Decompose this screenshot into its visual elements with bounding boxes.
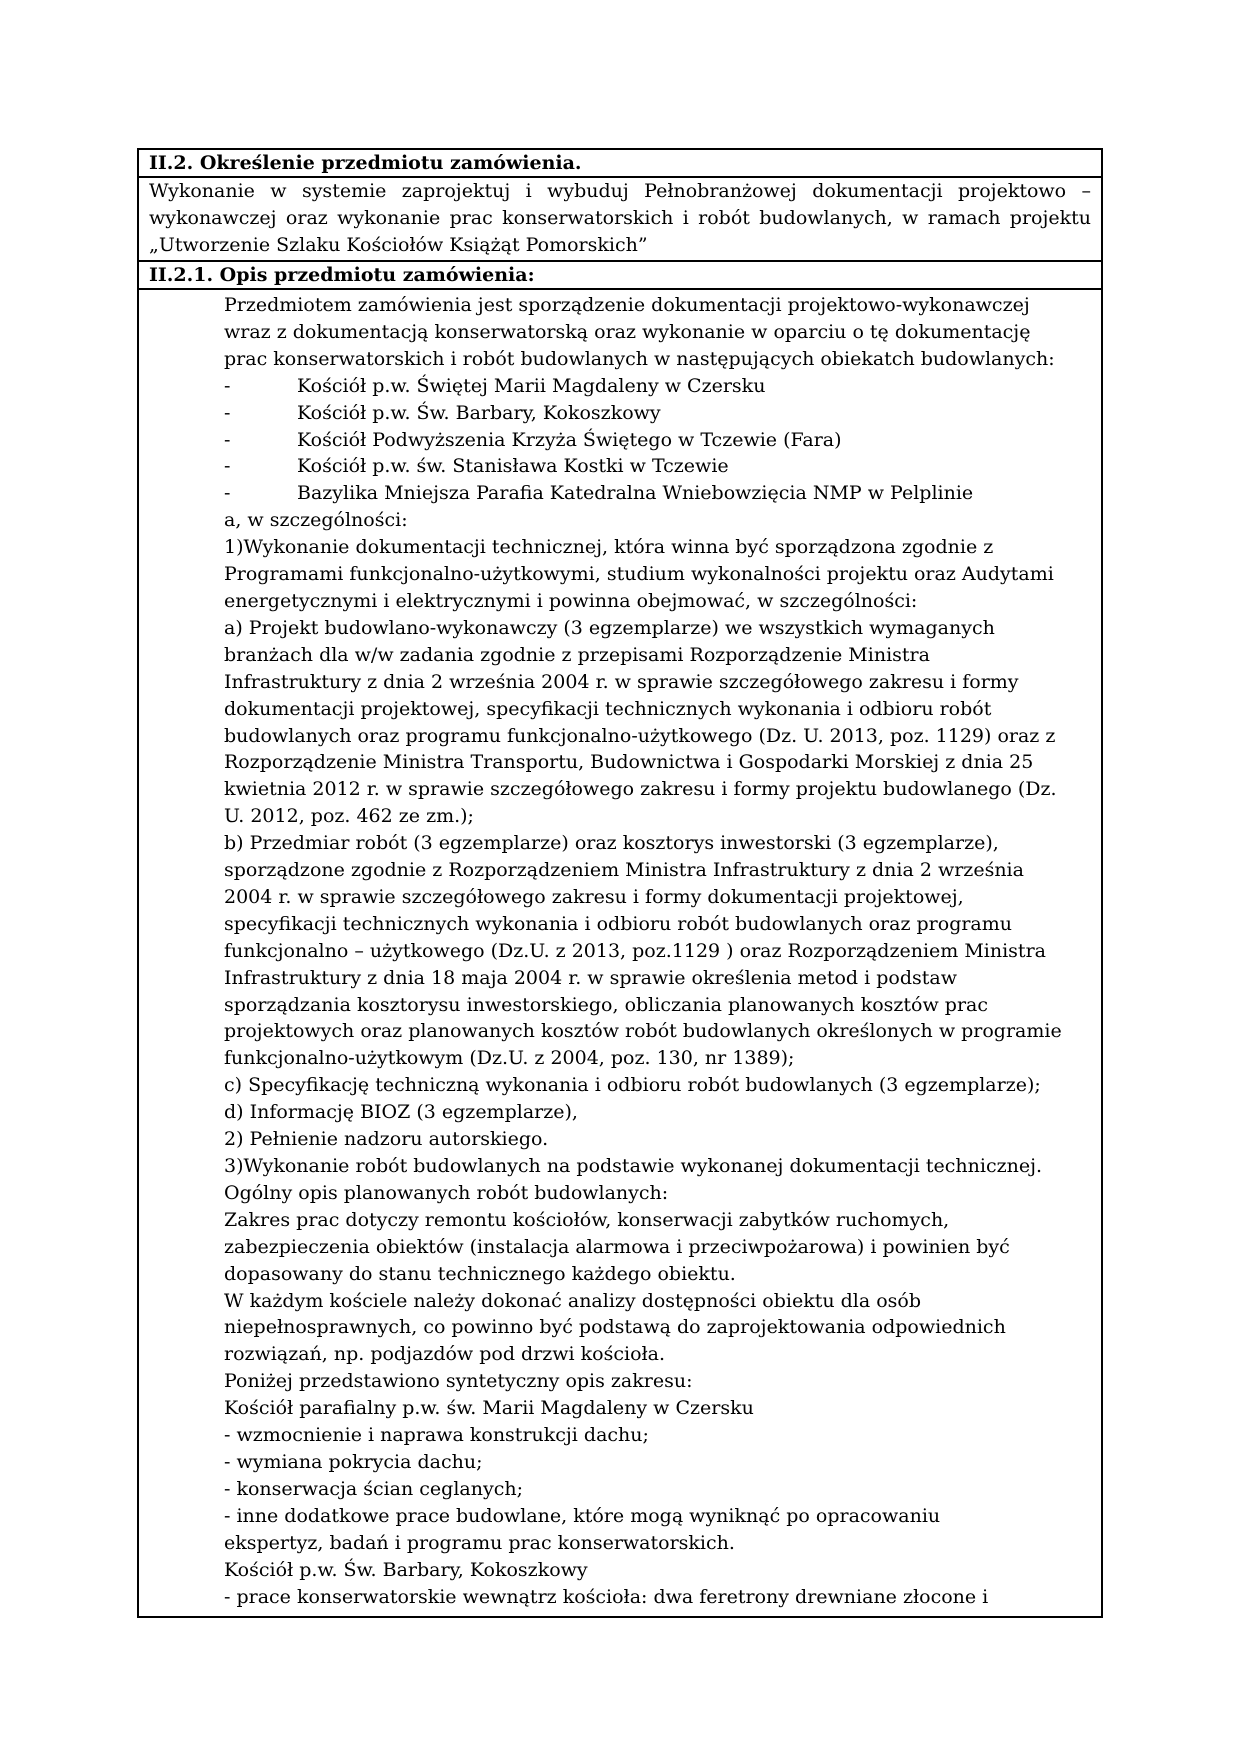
body-line: sporządzania kosztorysu inwestorskiego, obliczania planowanych kosztów prac <box>224 993 989 1016</box>
church-name: Kościół p.w. Świętej Marii Magdaleny w Czersku <box>297 374 766 397</box>
body-line: funkcjonalno – użytkowego (Dz.U. z 2013, poz.1129 ) oraz Rozporządzeniem Ministra <box>224 939 1046 962</box>
body-line: - prace konserwatorskie wewnątrz kościoła: dwa feretrony drewniane złocone i <box>224 1585 989 1608</box>
body-line: specyfikacji technicznych wykonania i odbioru robót budowlanych oraz programu <box>224 912 1013 935</box>
body-line: Poniżej przedstawiono syntetyczny opis zakresu: <box>224 1370 693 1393</box>
church-list-item <box>224 480 1091 507</box>
body-line: sporządzone zgodnie z Rozporządzeniem Ministra Infrastruktury z dnia 2 września <box>224 859 1024 882</box>
body-line: Programami funkcjonalno-użytkowymi, studium wykonalności projektu oraz Audytami <box>224 563 1054 586</box>
church-name: Kościół Podwyższenia Krzyża Świętego w Tczewie (Fara) <box>297 428 842 451</box>
church-list-item <box>224 427 1091 454</box>
body-line: c) Specyfikację techniczną wykonania i odbioru robót budowlanych (3 egzemplarze); <box>224 1074 1041 1097</box>
bullet-dash: - <box>224 374 231 397</box>
bullet-dash: - <box>224 401 231 424</box>
body-line: zabezpieczenia obiektów (instalacja alarmowa i przeciwpożarowa) i powinien być <box>224 1235 1010 1258</box>
body-line: W każdym kościele należy dokonać analizy dostępności obiektu dla osób <box>224 1289 922 1312</box>
church-list-item <box>224 373 1091 400</box>
body-line: Kościół p.w. Św. Barbary, Kokoszkowy <box>224 1558 588 1581</box>
bullet-dash: - <box>224 428 231 451</box>
church-list-item <box>224 453 1091 480</box>
body-line: U. 2012, poz. 462 ze zm.); <box>224 805 474 828</box>
body-line: 1)Wykonanie dokumentacji technicznej, która winna być sporządzona zgodnie z <box>224 536 994 559</box>
body-line: 3)Wykonanie robót budowlanych na podstawie wykonanej dokumentacji technicznej. <box>224 1155 1043 1177</box>
body-line: Rozporządzenie Ministra Transportu, Budownictwa i Gospodarki Morskiej z dnia 25 <box>224 751 1034 774</box>
body-line: Infrastruktury z dnia 2 września 2004 r. w sprawie szczegółowego zakresu i formy <box>224 670 1019 693</box>
body-line: - wzmocnienie i naprawa konstrukcji dachu; <box>224 1424 649 1447</box>
body-line: prac konserwatorskich i robót budowlanych w następujących obiekatch budowlanych: <box>224 347 1055 370</box>
body-line: Zakres prac dotyczy remontu kościołów, konserwacji zabytków ruchomych, <box>224 1208 950 1231</box>
body-line: Ogólny opis planowanych robót budowlanych: <box>224 1181 669 1204</box>
bullet-dash: - <box>224 455 231 478</box>
church-name: Kościół p.w. Św. Barbary, Kokoszkowy <box>297 401 661 424</box>
body-line: niepełnosprawnych, co powinno być podstawą do zaprojektowania odpowiednich <box>224 1316 1006 1339</box>
church-list-item <box>224 400 1091 427</box>
document-table <box>137 148 1103 1618</box>
body-line: Przedmiotem zamówienia jest sporządzenie dokumentacji projektowo-wykonawczej <box>224 294 1030 316</box>
body-line: funkcjonalno-użytkowym (Dz.U. z 2004, poz. 130, nr 1389); <box>224 1047 795 1070</box>
section-header: II.2. Określenie przedmiotu zamówienia. <box>139 150 1101 178</box>
body-line: budowlanych oraz programu funkcjonalno-użytkowego (Dz. U. 2013, poz. 1129) oraz z <box>224 724 1056 747</box>
body-line: Infrastruktury z dnia 18 maja 2004 r. w sprawie określenia metod i podstaw <box>224 966 957 989</box>
body-line: ekspertyz, badań i programu prac konserwatorskich. <box>224 1531 735 1554</box>
subsection-header: II.2.1. Opis przedmiotu zamówienia: <box>139 262 1101 290</box>
body-line: wraz z dokumentacją konserwatorską oraz wykonanie w oparciu o tę dokumentację <box>224 320 1031 343</box>
body-line: - wymiana pokrycia dachu; <box>224 1450 483 1473</box>
body-line: 2) Pełnienie nadzoru autorskiego. <box>224 1128 549 1151</box>
body-line: dokumentacji projektowej, specyfikacji technicznych wykonania i odbioru robót <box>224 697 992 720</box>
body-line: a) Projekt budowlano-wykonawczy (3 egzemplarze) we wszystkich wymaganych <box>224 616 995 639</box>
body-line: a, w szczególności: <box>224 509 408 532</box>
body-line: rozwiązań, np. podjazdów pod drzwi kościoła. <box>224 1343 666 1366</box>
body-line: energetycznymi i elektrycznymi i powinna obejmować, w szczególności: <box>224 589 918 612</box>
body-line: - konserwacja ścian ceglanych; <box>224 1477 523 1500</box>
description-body <box>139 290 1101 1618</box>
body-line: Kościół parafialny p.w. św. Marii Magdaleny w Czersku <box>224 1397 754 1420</box>
body-line: kwietnia 2012 r. w sprawie szczegółowego zakresu i formy projektu budowlanego (Dz. <box>224 778 1057 801</box>
section-intro-text: Wykonanie w systemie zaprojektuj i wybuduj Pełnobranżowej dokumentacji projektowo – wykonawczej oraz wykonanie prac konserwatorskich i robót budowlanych, w ramach projektu „Utworzenie Szlaku Kościołów Książąt Pomorskich” <box>139 178 1101 262</box>
church-name: Kościół p.w. św. Stanisława Kostki w Tczewie <box>297 455 729 478</box>
body-line: projektowych oraz planowanych kosztów robót budowlanych określonych w programie <box>224 1020 1062 1043</box>
body-line: 2004 r. w sprawie szczegółowego zakresu i formy dokumentacji projektowej, <box>224 885 964 908</box>
body-line: branżach dla w/w zadania zgodnie z przepisami Rozporządzenie Ministra <box>224 643 930 666</box>
body-line: b) Przedmiar robót (3 egzemplarze) oraz kosztorys inwestorski (3 egzemplarze), <box>224 832 999 855</box>
body-line: dopasowany do stanu technicznego każdego obiektu. <box>224 1262 736 1285</box>
bullet-dash: - <box>224 482 231 505</box>
body-line: d) Informację BIOZ (3 egzemplarze), <box>224 1101 578 1124</box>
body-line: - inne dodatkowe prace budowlane, które mogą wyniknąć po opracowaniu <box>224 1504 941 1527</box>
church-name: Bazylika Mniejsza Parafia Katedralna Wniebowzięcia NMP w Pelplinie <box>297 482 974 505</box>
